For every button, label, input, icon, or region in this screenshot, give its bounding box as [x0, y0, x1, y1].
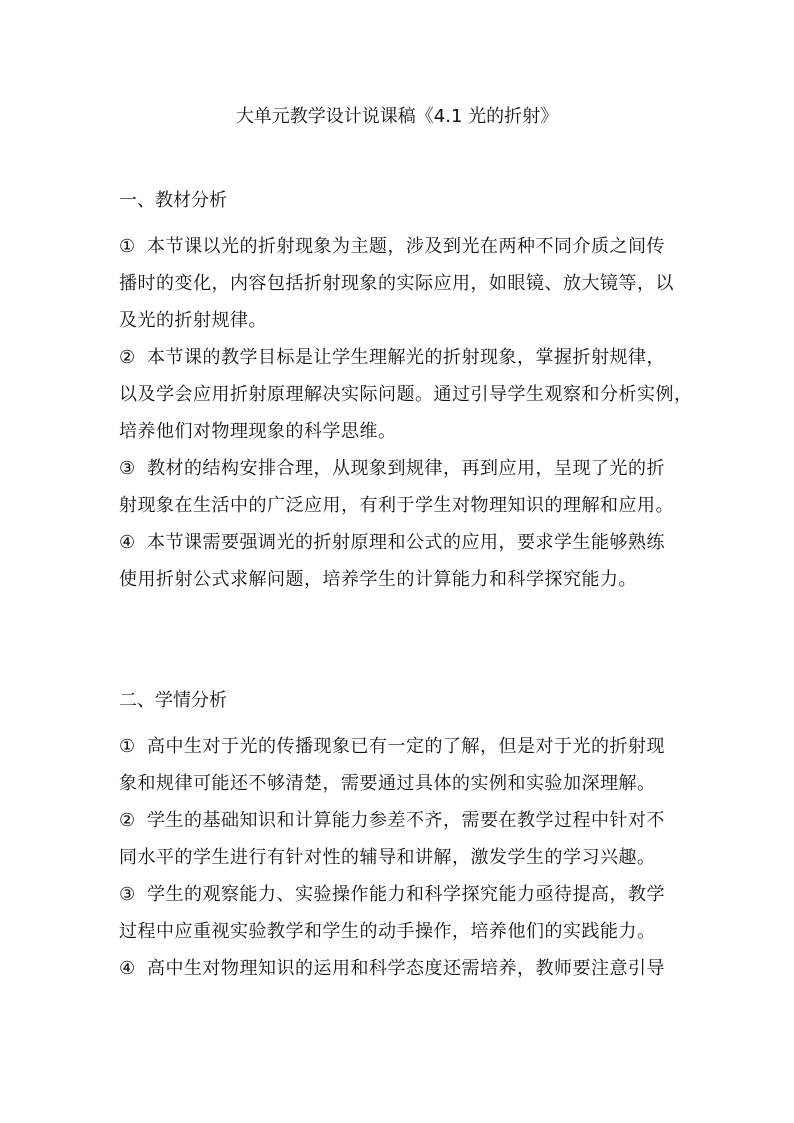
item-number: ③: [119, 884, 136, 905]
paragraph-line: 培养他们对物理现象的科学思维。: [119, 421, 397, 442]
line-text: 本节课需要强调光的折射原理和公式的应用，要求学生能够熟练: [147, 532, 665, 553]
item-number: ①: [119, 236, 136, 257]
line-text: 高中生对物理知识的运用和科学态度还需培养，教师要注意引导: [147, 958, 665, 979]
line-text: 高中生对于光的传播现象已有一定的了解，但是对于光的折射现: [147, 736, 665, 757]
paragraph-item-1: [119, 728, 679, 802]
paragraph-item-3: [119, 876, 679, 950]
paragraph-line: 射现象在生活中的广泛应用，有利于学生对物理知识的理解和应用。: [119, 495, 674, 516]
section-heading: 一、教材分析: [119, 190, 227, 211]
line-text: 教材的结构安排合理，从现象到规律，再到应用，呈现了光的折: [147, 458, 665, 479]
paragraph-line: 过程中应重视实验教学和学生的动手操作，培养他们的实践能力。: [119, 921, 656, 942]
paragraph-line: 以及学会应用折射原理解决实际问题。通过引导学生观察和分析实例，: [119, 384, 693, 405]
paragraph-item-2: [119, 802, 679, 876]
line-text: 学生的基础知识和计算能力参差不齐，需要在教学过程中针对不: [147, 810, 665, 831]
paragraph-item-4: [119, 950, 679, 987]
paragraph-line: [119, 876, 679, 913]
paragraph-item-2: [119, 339, 693, 450]
section-heading: 二、学情分析: [119, 690, 227, 711]
item-number: ④: [119, 532, 136, 553]
section-textbook-analysis: [119, 188, 693, 598]
item-number: ④: [119, 958, 136, 979]
paragraph-item-3: [119, 450, 679, 524]
item-number: ①: [119, 736, 136, 757]
paragraph-line: [119, 450, 679, 487]
paragraph-line: 同水平的学生进行有针对性的辅导和讲解，激发学生的学习兴趣。: [119, 847, 656, 868]
paragraph-line: [119, 524, 679, 561]
item-number: ③: [119, 458, 136, 479]
paragraph-line: 及光的折射规律。: [119, 310, 267, 331]
paragraph-line: [119, 728, 679, 765]
paragraph-item-4: [119, 524, 679, 598]
line-text: 学生的观察能力、实验操作能力和科学探究能力亟待提高，教学: [147, 884, 665, 905]
section-learner-analysis: [119, 688, 679, 987]
item-number: ②: [119, 347, 136, 368]
line-text: 本节课以光的折射现象为主题，涉及到光在两种不同介质之间传: [147, 236, 665, 257]
paragraph-line: [119, 228, 679, 265]
paragraph-line: [119, 950, 679, 987]
paragraph-line: [119, 339, 679, 376]
item-number: ②: [119, 810, 136, 831]
paragraph-line: 使用折射公式求解问题，培养学生的计算能力和科学探究能力。: [119, 569, 637, 590]
paragraph-line: 播时的变化，内容包括折射现象的实际应用，如眼镜、放大镜等，以: [119, 273, 674, 294]
paragraph-line: [119, 802, 679, 839]
paragraph-line: 象和规律可能还不够清楚，需要通过具体的实例和实验加深理解。: [119, 773, 656, 794]
document-title: 大单元教学设计说课稿《4.1 光的折射》: [235, 106, 559, 127]
paragraph-item-1: [119, 228, 679, 339]
line-text: 本节课的教学目标是让学生理解光的折射现象，掌握折射规律，: [147, 347, 665, 368]
